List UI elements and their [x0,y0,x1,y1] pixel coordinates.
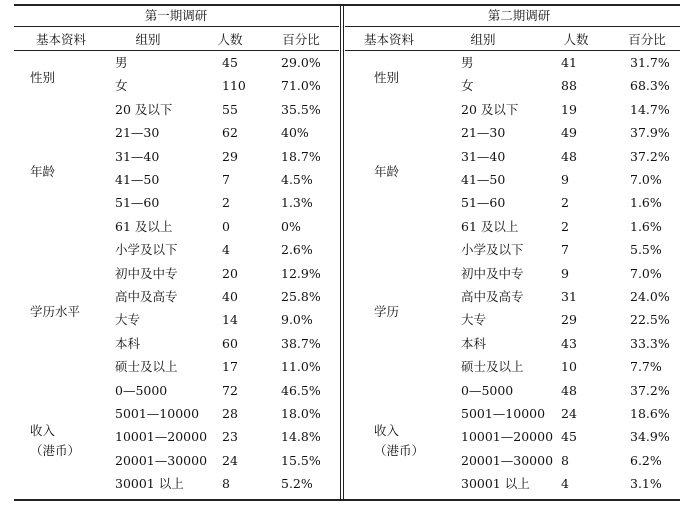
s2-category-label: （港币） [374,443,425,459]
s2-row-count: 7 [561,242,569,258]
s1-row-group: 51—60 [115,195,160,211]
s1-row-percent: 35.5% [281,101,321,117]
s2-row-count: 48 [561,382,577,398]
survey2-title: 第二期调研 [487,8,551,23]
top-rule [14,4,680,6]
s1-row-count: 2 [222,195,230,211]
s2-row-percent: 34.9% [630,429,670,445]
s2-row-group: 61 及以上 [461,218,519,234]
s1-category-label: 学历水平 [30,304,81,320]
s1-row-group: 男 [115,55,128,70]
s1-row-percent: 12.9% [281,265,321,281]
s2-row-group: 小学及以下 [461,242,524,258]
s2-row-percent: 18.6% [630,406,670,421]
s2-row-group: 高中及高专 [461,289,524,304]
s2-row-group: 0—5000 [461,382,514,398]
s2-category-label: 性别 [374,70,400,86]
s2-row-group: 41—50 [461,172,506,187]
s2-row-percent: 22.5% [630,312,670,328]
s1-col-count: 人数 [217,32,243,47]
s2-row-count: 9 [561,265,569,281]
right-header-rule [345,50,680,51]
s1-row-count: 17 [222,359,238,375]
s1-row-group: 0—5000 [115,382,168,398]
s2-row-percent: 7.7% [630,359,662,375]
s1-row-count: 45 [222,55,238,70]
s2-row-percent: 3.1% [630,476,662,492]
s2-col-basic: 基本资料 [363,32,415,47]
s1-row-percent: 0% [281,218,301,234]
s1-row-group: 31—40 [115,148,160,164]
s2-category-label: 收入 [374,423,400,439]
s1-row-count: 20 [222,265,238,281]
left-header-rule [14,50,339,51]
s1-row-count: 7 [222,172,230,187]
s2-row-count: 19 [561,101,577,117]
s1-row-percent: 14.8% [281,429,321,445]
s1-row-percent: 46.5% [281,382,321,398]
s1-row-count: 4 [222,242,230,258]
s2-row-group: 21—30 [461,125,506,141]
s2-row-group: 女 [461,78,474,94]
s2-col-count: 人数 [563,32,589,47]
s1-row-count: 72 [222,382,238,398]
s1-row-count: 8 [222,476,230,492]
s1-row-group: 20 及以下 [115,101,173,117]
s2-row-percent: 31.7% [630,55,670,70]
s2-row-group: 男 [461,55,474,70]
s1-row-percent: 15.5% [281,452,321,468]
s1-row-percent: 29.0% [281,55,321,70]
s1-row-group: 小学及以下 [115,242,178,258]
s2-row-group: 30001 以上 [461,476,530,492]
s2-row-count: 49 [561,125,577,141]
s1-row-percent: 18.0% [281,406,321,421]
s2-row-percent: 1.6% [630,218,662,234]
s1-row-percent: 71.0% [281,78,321,94]
s1-row-percent: 5.2% [281,476,313,492]
center-divider-right [343,4,344,501]
s1-row-group: 初中及中专 [115,265,178,281]
s1-row-count: 40 [222,289,238,304]
s1-row-count: 14 [222,312,238,328]
s1-row-count: 24 [222,452,238,468]
s2-row-count: 45 [561,429,577,445]
s1-row-percent: 1.3% [281,195,313,211]
survey1-title: 第一期调研 [144,8,208,23]
s1-row-group: 21—30 [115,125,160,141]
s1-row-group: 10001—20000 [115,429,208,445]
s1-category-label: 年龄 [30,164,56,179]
bottom-rule [14,499,680,501]
s2-row-count: 31 [561,289,577,304]
s1-col-group: 组别 [135,32,161,47]
s1-row-group: 本科 [115,335,141,351]
s1-row-percent: 9.0% [281,312,313,328]
s1-row-group: 硕士及以上 [115,359,178,375]
s2-row-percent: 6.2% [630,452,662,468]
s1-col-percent: 百分比 [282,32,320,47]
s2-row-group: 20001—30000 [461,452,554,468]
s1-row-group: 高中及高专 [115,289,178,304]
s2-row-count: 29 [561,312,577,328]
s1-row-group: 大专 [115,312,141,328]
s2-row-percent: 37.2% [630,148,670,164]
s1-row-percent: 40% [281,125,309,141]
s2-row-group: 硕士及以上 [461,359,524,375]
s2-row-percent: 37.9% [630,125,670,141]
s2-col-percent: 百分比 [628,32,666,47]
s1-row-count: 110 [222,78,246,94]
s1-row-group: 30001 以上 [115,476,184,492]
s1-row-count: 23 [222,429,238,445]
s1-category-label: 性别 [30,70,56,86]
s1-row-group: 61 及以上 [115,218,173,234]
s2-row-percent: 5.5% [630,242,662,258]
s2-row-percent: 7.0% [630,172,662,187]
s1-row-group: 20001—30000 [115,452,208,468]
s1-col-basic: 基本资料 [35,32,87,47]
s1-category-label: 收入 [30,423,56,439]
s2-row-count: 43 [561,335,577,351]
s2-row-group: 初中及中专 [461,265,524,281]
s1-row-count: 0 [222,218,230,234]
s1-row-percent: 2.6% [281,242,313,258]
center-divider-left [340,4,341,501]
left-subheader-rule [14,26,339,27]
s1-row-percent: 38.7% [281,335,321,351]
s1-row-percent: 18.7% [281,148,321,164]
s2-col-group: 组别 [470,32,496,47]
s2-category-label: 学历 [374,304,400,320]
s2-row-percent: 37.2% [630,382,670,398]
s1-category-label: （港币） [30,443,81,459]
s2-row-group: 31—40 [461,148,506,164]
s1-row-group: 女 [115,78,128,94]
s2-row-count: 9 [561,172,569,187]
s1-row-count: 29 [222,148,238,164]
s2-row-count: 10 [561,359,577,375]
s2-row-percent: 33.3% [630,335,670,351]
s2-row-percent: 7.0% [630,265,662,281]
s1-row-group: 41—50 [115,172,160,187]
s2-row-group: 10001—20000 [461,429,554,445]
s2-row-percent: 24.0% [630,289,670,304]
s2-row-percent: 68.3% [630,78,670,94]
right-subheader-rule [345,26,680,27]
s2-row-count: 2 [561,195,569,211]
s2-row-count: 48 [561,148,577,164]
s2-row-group: 20 及以下 [461,101,519,117]
s2-row-group: 51—60 [461,195,506,211]
s1-row-count: 60 [222,335,238,351]
s1-row-count: 62 [222,125,238,141]
s2-row-group: 大专 [461,312,487,328]
s2-row-group: 本科 [461,335,487,351]
s2-row-count: 4 [561,476,569,492]
s2-row-group: 5001—10000 [461,406,546,421]
s2-row-count: 24 [561,406,577,421]
s1-row-group: 5001—10000 [115,406,200,421]
s2-row-count: 2 [561,218,569,234]
s1-row-percent: 11.0% [281,359,321,375]
s2-row-percent: 14.7% [630,101,670,117]
s2-row-count: 41 [561,55,577,70]
s1-row-percent: 25.8% [281,289,321,304]
s2-row-count: 88 [561,78,577,94]
s2-category-label: 年龄 [374,164,400,179]
s2-row-count: 8 [561,452,569,468]
s1-row-count: 55 [222,101,238,117]
s1-row-count: 28 [222,406,238,421]
s2-row-percent: 1.6% [630,195,662,211]
s1-row-percent: 4.5% [281,172,313,187]
